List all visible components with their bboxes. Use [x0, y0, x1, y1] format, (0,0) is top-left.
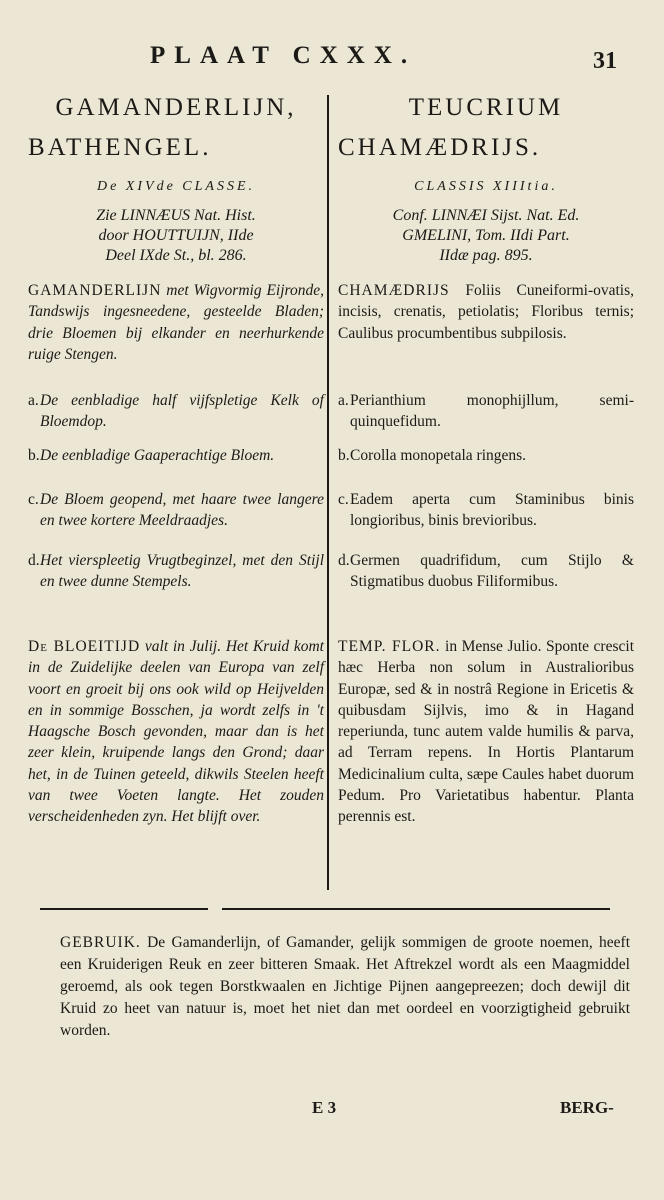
dutch-class: De XIVde CLASSE.: [96, 179, 256, 194]
latin-reference: [338, 206, 634, 270]
usage-lead: GEBRUIK.: [60, 934, 141, 951]
usage-text: De Gamanderlijn, of Gamander, gelijk sommigen de groote noemen, heeft een Kruiderigen Reuk en zeer bitteren Smaak. Het Aftrekzel wordt als een Maagmiddel geroemd, als ook tegen Borstkwaalen en Jichtige Pijnen aangepreezen; doch dewijl dit Kruid zo heet van natuur is, moet het niet dan met oordeel en voorzigtigheid gebruikt worden.: [60, 934, 631, 1039]
latin-desc-lead: CHAMÆDRIJS: [338, 282, 450, 299]
dutch-description: [28, 280, 324, 390]
latin-flowering-text: [338, 636, 634, 828]
latin-flor-lead: TEMP. FLOR.: [338, 638, 441, 655]
plate-title: PLAAT CXXX.: [150, 42, 417, 69]
dutch-column: [28, 88, 324, 828]
dutch-flor-lead: De BLOEITIJD: [28, 638, 141, 655]
dutch-name-line2: BATHENGEL.: [28, 134, 212, 161]
latin-ref-line3: IIdæ pag. 895.: [439, 247, 533, 264]
dutch-desc-text: met Wigvormig Eijronde, Tandswijs ingesneedene, gesteelde Bladen; drie Bloemen bij elkander en neerhurkende ruige Stengen.: [28, 282, 324, 363]
separator-rule-right: [222, 908, 610, 910]
dutch-item-a: [28, 390, 324, 445]
catchword: BERG-: [560, 1098, 614, 1117]
dutch-desc-lead: GAMANDERLIJN: [28, 282, 162, 299]
item-letter: a.: [338, 392, 349, 409]
item-text: Perianthium monophijllum, semi-quinquefidum.: [350, 392, 634, 431]
latin-flor-text: in Mense Julio. Sponte crescit hæc Herba non solum in Australioribus Europæ, sed & in nostrâ Regione in Ericetis & quibusdam Sijlvis, imo & in Hagand reperiunda, tunc autem valde humilis & parva, ad Terram repens. In Hortis Plantarum Medicinalium culta, sæpe Caules habet duorum Pedum. Pro Varietatibus habentur. Planta perennis est.: [338, 638, 634, 826]
dutch-ref-line3: Deel IXde St., bl. 286.: [105, 247, 247, 264]
dutch-ref-line2: door HOUTTUIJN, IIde: [98, 227, 254, 244]
signature-mark: E 3: [312, 1098, 337, 1117]
latin-ref-line2: GMELINI, Tom. IIdi Part.: [402, 227, 570, 244]
dutch-reference: [28, 206, 324, 270]
latin-class: CLASSIS XIIItia.: [414, 179, 558, 194]
item-letter: b.: [338, 447, 350, 464]
item-text: Corolla monopetala ringens.: [350, 447, 527, 464]
item-text: Het vierspleetig Vrugtbeginzel, met den Stijl en twee dunne Stempels.: [40, 552, 324, 591]
latin-column: [338, 88, 634, 828]
item-letter: a.: [28, 392, 39, 409]
item-letter: c.: [28, 491, 39, 508]
dutch-name-line1: GAMANDERLIJN,: [55, 94, 297, 121]
latin-item-d: [338, 550, 634, 620]
latin-desc-text: Foliis Cuneiformi-ovatis, incisis, crenatis, petiolatis; Floribus ternis; Caulibus procumbentibus subpilosis.: [338, 282, 635, 342]
dutch-flor-text: valt in Julij. Het Kruid komt in de Zuidelijke deelen van Europa van zelf voort en groeit bij ons ook wild op Heijvelden en in sommige Bosschen, ja wordt zelfs in 't Haagsche Bosch gevonden, maar dan is het zeer klein, kruipende langs den Grond; daar het, in de Tuinen geteeld, dikwils Steelen heeft van twee Voeten langte. Het zouden verscheidenheden zyn. Het blijft over.: [28, 638, 324, 826]
latin-ref-line1: Conf. LINNÆI Sijst. Nat. Ed.: [392, 207, 580, 224]
dutch-ref-line1: Zie LINNÆUS Nat. Hist.: [96, 207, 256, 224]
item-letter: d.: [28, 552, 40, 569]
dutch-item-c: [28, 489, 324, 550]
item-text: Germen quadrifidum, cum Stijlo & Stigmatibus duobus Filiformibus.: [350, 552, 634, 591]
item-letter: b.: [28, 447, 40, 464]
dutch-item-b: [28, 445, 324, 489]
page-number: 31: [593, 48, 617, 74]
latin-description: [338, 280, 634, 390]
dutch-flowering-text: [28, 636, 324, 828]
item-letter: c.: [338, 491, 349, 508]
latin-name-line1: TEUCRIUM: [408, 94, 564, 121]
latin-item-list: [338, 390, 634, 620]
usage-paragraph: [60, 932, 630, 1042]
item-text: Eadem aperta cum Staminibus binis longioribus, binis brevioribus.: [350, 491, 634, 530]
item-text: De eenbladige half vijfspletige Kelk of Bloemdop.: [40, 392, 324, 431]
latin-item-b: [338, 445, 634, 489]
column-divider: [327, 95, 329, 890]
dutch-item-d: [28, 550, 324, 620]
item-letter: d.: [338, 552, 350, 569]
item-text: De Bloem geopend, met haare twee langere en twee kortere Meeldraadjes.: [40, 491, 324, 530]
item-text: De eenbladige Gaaperachtige Bloem.: [40, 447, 275, 464]
latin-item-c: [338, 489, 634, 550]
latin-item-a: [338, 390, 634, 445]
separator-rule-left: [40, 908, 208, 910]
latin-name-line2: CHAMÆDRIJS.: [338, 134, 542, 161]
dutch-item-list: [28, 390, 324, 620]
